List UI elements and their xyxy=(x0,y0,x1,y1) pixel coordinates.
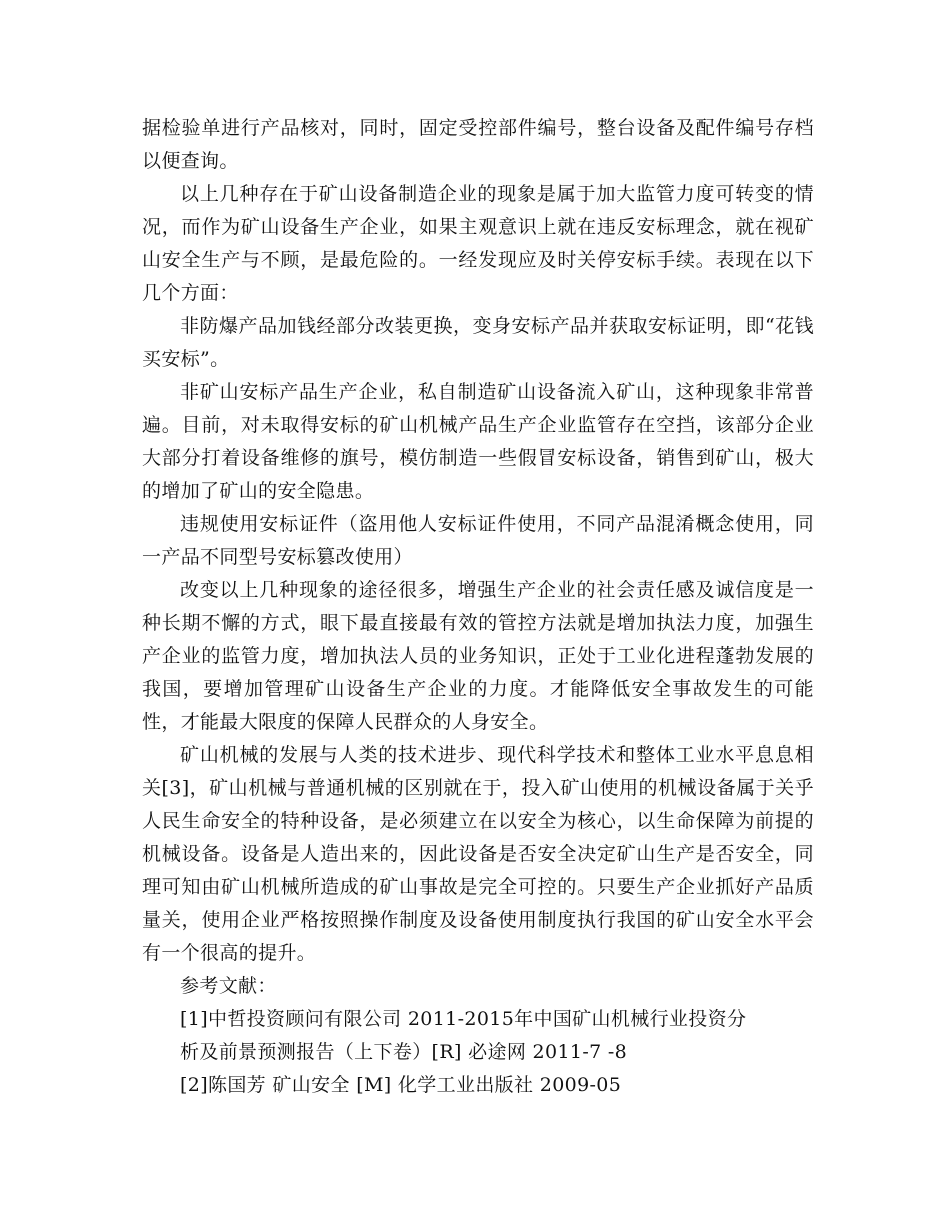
reference-1-line-2: 析及前景预测报告（上下卷）[R] 必途网 2011-7 -8 xyxy=(180,1041,628,1063)
paragraph-unlicensed-manufacturing: 非矿山安标产品生产企业，私自制造矿山设备流入矿山，这种现象非常普遍。目前，对未取得安标的矿山机械产品生产企业监管存在空挡，该部分企业大部分打着设备维修的旗号，模仿制造一些假冒安标设备，销售到矿山，极大的增加了矿山的安全隐患。 xyxy=(142,381,814,502)
paragraph-certificate-misuse: 违规使用安标证件（盗用他人安标证件使用，不同产品混淆概念使用，同一产品不同型号安标篡改使用） xyxy=(142,513,814,568)
reference-item-2 xyxy=(142,1069,814,1102)
reference-2-line-1: [2]陈国芳 矿山安全 [M] 化学工业出版社 2009-05 xyxy=(180,1074,622,1096)
paragraph-conclusion: 矿山机械的发展与人类的技术进步、现代科学技术和整体工业水平息息相关[3]，矿山机械与普通机械的区别就在于，投入矿山使用的机械设备属于关乎人民生命安全的特种设备，是必须建立在以安全为核心，以生命保障为前提的机械设备。设备是人造出来的，因此设备是否安全决定矿山生产是否安全，同理可知由矿山机械所造成的矿山事故是完全可控的。只要生产企业抓好产品质量关，使用企业严格按照操作制度及设备使用制度执行我国的矿山安全水平会有一个很高的提升。 xyxy=(142,744,814,964)
references-heading: 参考文献： xyxy=(180,975,277,997)
reference-item-1 xyxy=(142,1003,814,1069)
paragraph-continuation: 据检验单进行产品核对，同时，固定受控部件编号，整台设备及配件编号存档以便查询。 xyxy=(142,117,814,172)
reference-1-line-1: [1]中哲投资顾问有限公司 2011-2015年中国矿山机械行业投资分 xyxy=(180,1008,747,1030)
paragraph-regulation-issue: 以上几种存在于矿山设备制造企业的现象是属于加大监管力度可转变的情况，而作为矿山设备生产企业，如果主观意识上就在违反安标理念，就在视矿山安全生产与不顾，是最危险的。一经发现应及时关停安标手续。表现在以下几个方面： xyxy=(142,183,814,304)
document-body xyxy=(142,112,814,1102)
paragraph-paid-certification: 非防爆产品加钱经部分改装更换，变身安标产品并获取安标证明，即“花钱买安标”。 xyxy=(142,315,814,370)
paragraph-enforcement: 改变以上几种现象的途径很多，增强生产企业的社会责任感及诚信度是一种长期不懈的方式，眼下最直接最有效的管控方法就是增加执法力度，加强生产企业的监管力度，增加执法人员的业务知识，正处于工业化进程蓬勃发展的我国，要增加管理矿山设备生产企业的力度。才能降低安全事故发生的可能性，才能最大限度的保障人民群众的人身安全。 xyxy=(142,579,814,733)
